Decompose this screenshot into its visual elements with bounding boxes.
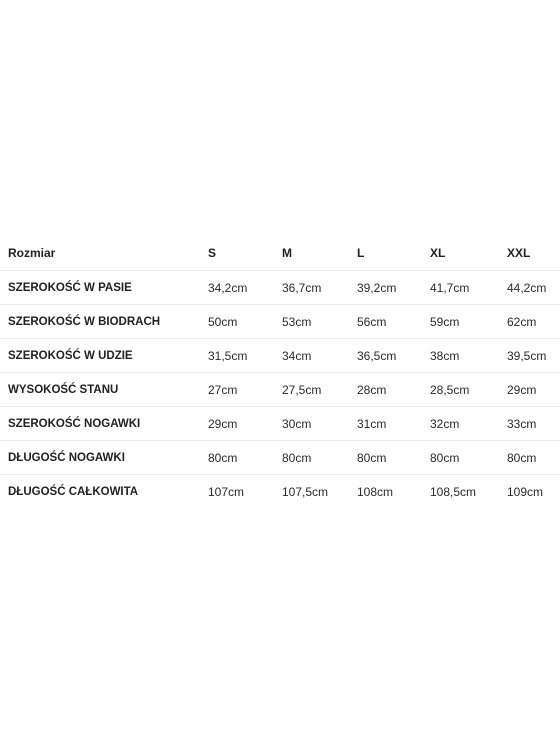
table-cell: 27cm <box>208 382 238 397</box>
header-size-xl: XL <box>430 246 446 260</box>
table-cell: 108,5cm <box>430 484 477 499</box>
table-cell: 80cm <box>357 450 387 465</box>
table-cell: 36,7cm <box>282 280 322 295</box>
row-label: DŁUGOŚĆ NOGAWKI <box>8 451 125 464</box>
table-cell: 34cm <box>282 348 312 363</box>
table-cell: 28cm <box>357 382 387 397</box>
table-cell: 36,5cm <box>357 348 397 363</box>
row-label: WYSOKOŚĆ STANU <box>8 383 119 396</box>
table-cell: 62cm <box>507 314 537 329</box>
header-size-l: L <box>357 246 365 260</box>
size-chart-header <box>0 236 560 271</box>
table-cell: 39,5cm <box>507 348 547 363</box>
row-label: SZEROKOŚĆ NOGAWKI <box>8 417 141 430</box>
table-cell: 107,5cm <box>282 484 329 499</box>
header-size-xxl: XXL <box>507 246 531 260</box>
table-row <box>0 305 560 339</box>
header-size-s: S <box>208 246 217 260</box>
header-row <box>0 236 560 271</box>
table-cell: 44,2cm <box>507 280 547 295</box>
table-cell: 31,5cm <box>208 348 248 363</box>
table-cell: 53cm <box>282 314 312 329</box>
table-cell: 107cm <box>208 484 245 499</box>
row-label: DŁUGOŚĆ CAŁKOWITA <box>8 485 139 498</box>
row-label: SZEROKOŚĆ W BIODRACH <box>8 315 161 328</box>
table-row <box>0 271 560 305</box>
table-cell: 41,7cm <box>430 280 470 295</box>
table-cell: 29cm <box>208 416 238 431</box>
row-label: SZEROKOŚĆ W UDZIE <box>8 349 133 362</box>
table-row <box>0 339 560 373</box>
table-cell: 33cm <box>507 416 537 431</box>
table-row <box>0 441 560 475</box>
row-label: SZEROKOŚĆ W PASIE <box>8 281 132 294</box>
table-row <box>0 407 560 441</box>
table-cell: 80cm <box>208 450 238 465</box>
header-size-m: M <box>282 246 292 260</box>
table-cell: 80cm <box>282 450 312 465</box>
header-size-label: Rozmiar <box>8 246 56 260</box>
table-cell: 28,5cm <box>430 382 470 397</box>
table-cell: 80cm <box>507 450 537 465</box>
table-cell: 32cm <box>430 416 460 431</box>
table-cell: 80cm <box>430 450 460 465</box>
table-cell: 109cm <box>507 484 544 499</box>
table-cell: 29cm <box>507 382 537 397</box>
size-chart-body <box>0 271 560 509</box>
table-cell: 108cm <box>357 484 394 499</box>
table-cell: 39,2cm <box>357 280 397 295</box>
table-cell: 59cm <box>430 314 460 329</box>
size-chart-table <box>0 236 560 508</box>
table-cell: 38cm <box>430 348 460 363</box>
table-cell: 56cm <box>357 314 387 329</box>
table-cell: 30cm <box>282 416 312 431</box>
table-cell: 27,5cm <box>282 382 322 397</box>
table-cell: 34,2cm <box>208 280 248 295</box>
table-cell: 50cm <box>208 314 238 329</box>
table-cell: 31cm <box>357 416 387 431</box>
table-row <box>0 475 560 509</box>
table-row <box>0 373 560 407</box>
